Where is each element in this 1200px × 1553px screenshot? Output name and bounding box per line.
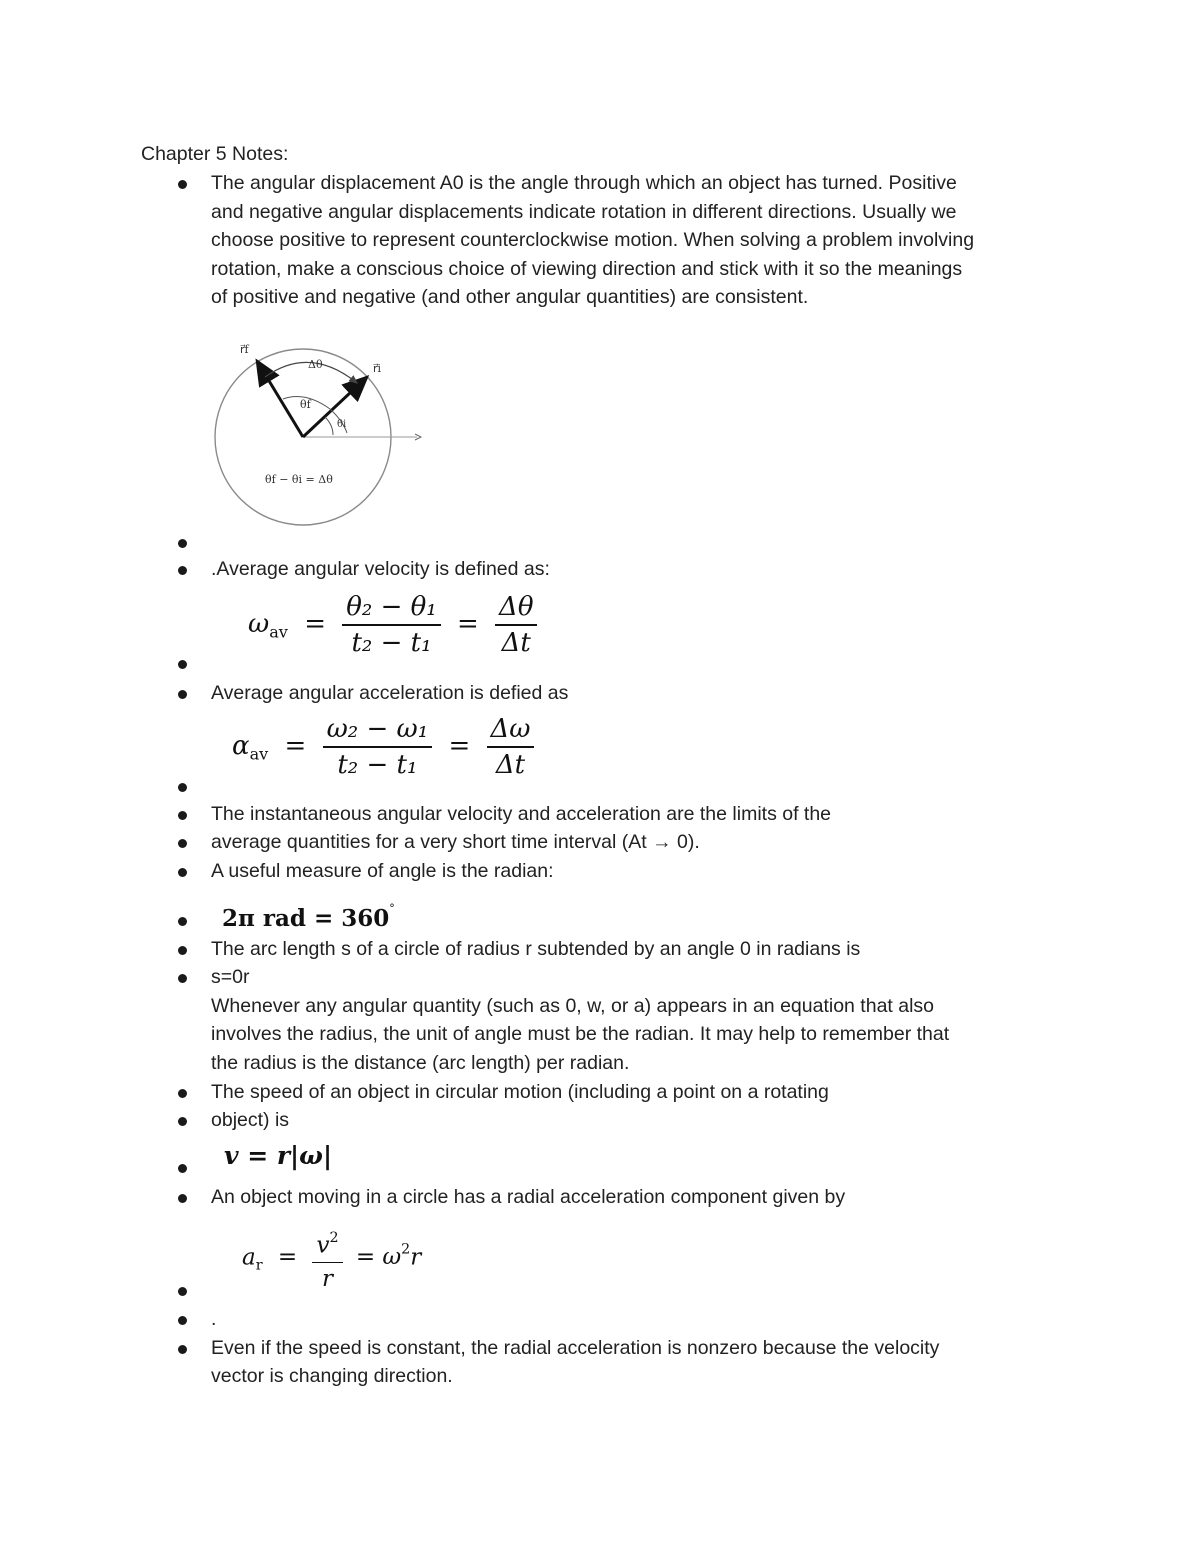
eq-numerator: Δθ [495, 592, 537, 626]
instantaneous-text-line1: The instantaneous angular velocity and acceleration are the limits of the [211, 803, 832, 825]
bullet-marker [178, 1345, 187, 1354]
bullet-marker [178, 1316, 187, 1325]
delta-theta-label: Δθ [308, 358, 323, 371]
bullet-marker [178, 974, 187, 983]
dot-text: . [211, 1308, 217, 1330]
theta-i-label: θi [337, 419, 347, 430]
degree-mark: ° [389, 902, 395, 915]
paragraph-line: and negative angular displacements indicate rotation in different directions. Usually we [211, 201, 957, 223]
ri-label: r⃗i [373, 362, 382, 375]
arc-length-text: The arc length s of a circle of radius r subtended by an angle 0 in radians is [211, 938, 861, 960]
eq-equals: = [277, 1244, 298, 1271]
radian-equation [222, 894, 395, 934]
paragraph-line: The angular displacement A0 is the angle through which an object has turned. Positive [211, 172, 957, 194]
bullet-marker [178, 539, 187, 548]
eq-numerator: θ₂ − θ₁ [342, 592, 440, 626]
initial-position-vector [303, 377, 367, 437]
bullet-marker [178, 917, 187, 926]
bullet-marker [178, 811, 187, 820]
eq-fraction [323, 714, 433, 780]
eq-numerator-exponent: 2 [329, 1230, 339, 1246]
radial-acceleration-text: An object moving in a circle has a radial acceleration component given by [211, 1186, 846, 1208]
bullet-marker [178, 839, 187, 848]
bullet-marker [178, 1117, 187, 1126]
paragraph-line: of positive and negative (and other angular quantities) are consistent. [211, 286, 809, 308]
eq-equals: = [304, 609, 326, 639]
instantaneous-text-line2: average quantities for a very short time interval (At → 0). [211, 831, 700, 853]
bullet-marker [178, 180, 187, 189]
paragraph-line: vector is changing direction. [211, 1365, 453, 1387]
eq-lhs: α [232, 731, 250, 761]
bullet-marker [178, 946, 187, 955]
eq-fraction [495, 592, 537, 658]
speed-equation: v = r|ω| [224, 1141, 333, 1170]
eq-lhs-subscript: r [255, 1257, 263, 1274]
eq-equals: = [448, 731, 471, 761]
average-angular-velocity-text: .Average angular velocity is defined as: [211, 558, 550, 580]
paragraph-line: Even if the speed is constant, the radial acceleration is nonzero because the velocity [211, 1337, 940, 1359]
radial-acceleration-equation [242, 1224, 421, 1293]
eq-lhs-subscript: av [269, 622, 288, 642]
bullet-marker [178, 783, 187, 792]
eq-lhs: ω [248, 609, 270, 639]
eq-denominator: Δt [501, 628, 531, 658]
bullet-marker [178, 1164, 187, 1173]
bullet-marker [178, 660, 187, 669]
paragraph-line: involves the radius, the unit of angle must be the radian. It may help to remember that [211, 1023, 950, 1045]
eq-numerator: ω₂ − ω₁ [323, 714, 433, 748]
eq-equals: = [456, 609, 479, 639]
speed-text-line1: The speed of an object in circular motion (including a point on a rotating [211, 1081, 829, 1103]
average-angular-acceleration-equation [232, 714, 534, 780]
paragraph-line: the radius is the distance (arc length) per radian. [211, 1052, 630, 1074]
final-position-vector [257, 361, 303, 437]
eq-denominator: Δt [495, 750, 526, 780]
bullet-marker [178, 1194, 187, 1203]
figure-caption: θf − θi = Δθ [265, 473, 333, 486]
eq-denominator: t₂ − t₁ [351, 628, 432, 658]
theta-f-label: θf [300, 398, 311, 411]
theta-i-arc [325, 417, 333, 435]
speed-text-line2: object) is [211, 1109, 290, 1131]
bullet-marker [178, 566, 187, 575]
average-angular-velocity-equation [248, 592, 537, 658]
eq-numerator [312, 1224, 342, 1263]
eq-denominator: r [321, 1265, 333, 1292]
paragraph-line: rotation, make a conscious choice of viewing direction and stick with it so the meanings [211, 258, 963, 280]
eq-numerator-var: v [316, 1232, 330, 1259]
angular-displacement-diagram [205, 335, 440, 535]
bullet-marker [178, 1089, 187, 1098]
eq-rhs: = ω [355, 1244, 402, 1271]
paragraph-line: Whenever any angular quantity (such as 0, w, or a) appears in an equation that also [211, 995, 935, 1017]
bullet-marker [178, 690, 187, 699]
eq-lhs: a [242, 1244, 256, 1271]
eq-numerator: Δω [487, 714, 535, 748]
bullet-marker [178, 1287, 187, 1296]
eq-fraction [487, 714, 535, 780]
eq-equals: = [284, 731, 307, 761]
paragraph-line: choose positive to represent counterclockwise motion. When solving a problem involving [211, 229, 975, 251]
radian-text: A useful measure of angle is the radian: [211, 860, 554, 882]
eq-lhs-subscript: av [249, 744, 269, 764]
eq-rhs-end: r [410, 1244, 422, 1271]
radian-eq-body: 2π rad = 360 [222, 905, 390, 932]
eq-fraction [312, 1224, 342, 1293]
page-title: Chapter 5 Notes: [141, 143, 289, 165]
eq-denominator: t₂ − t₁ [337, 750, 418, 780]
rf-label: r⃗f [240, 343, 249, 356]
arc-length-equation: s=0r [211, 966, 250, 988]
eq-fraction [342, 592, 440, 658]
average-angular-acceleration-text: Average angular acceleration is defied as [211, 682, 569, 704]
bullet-marker [178, 868, 187, 877]
eq-rhs-exponent: 2 [401, 1241, 411, 1258]
